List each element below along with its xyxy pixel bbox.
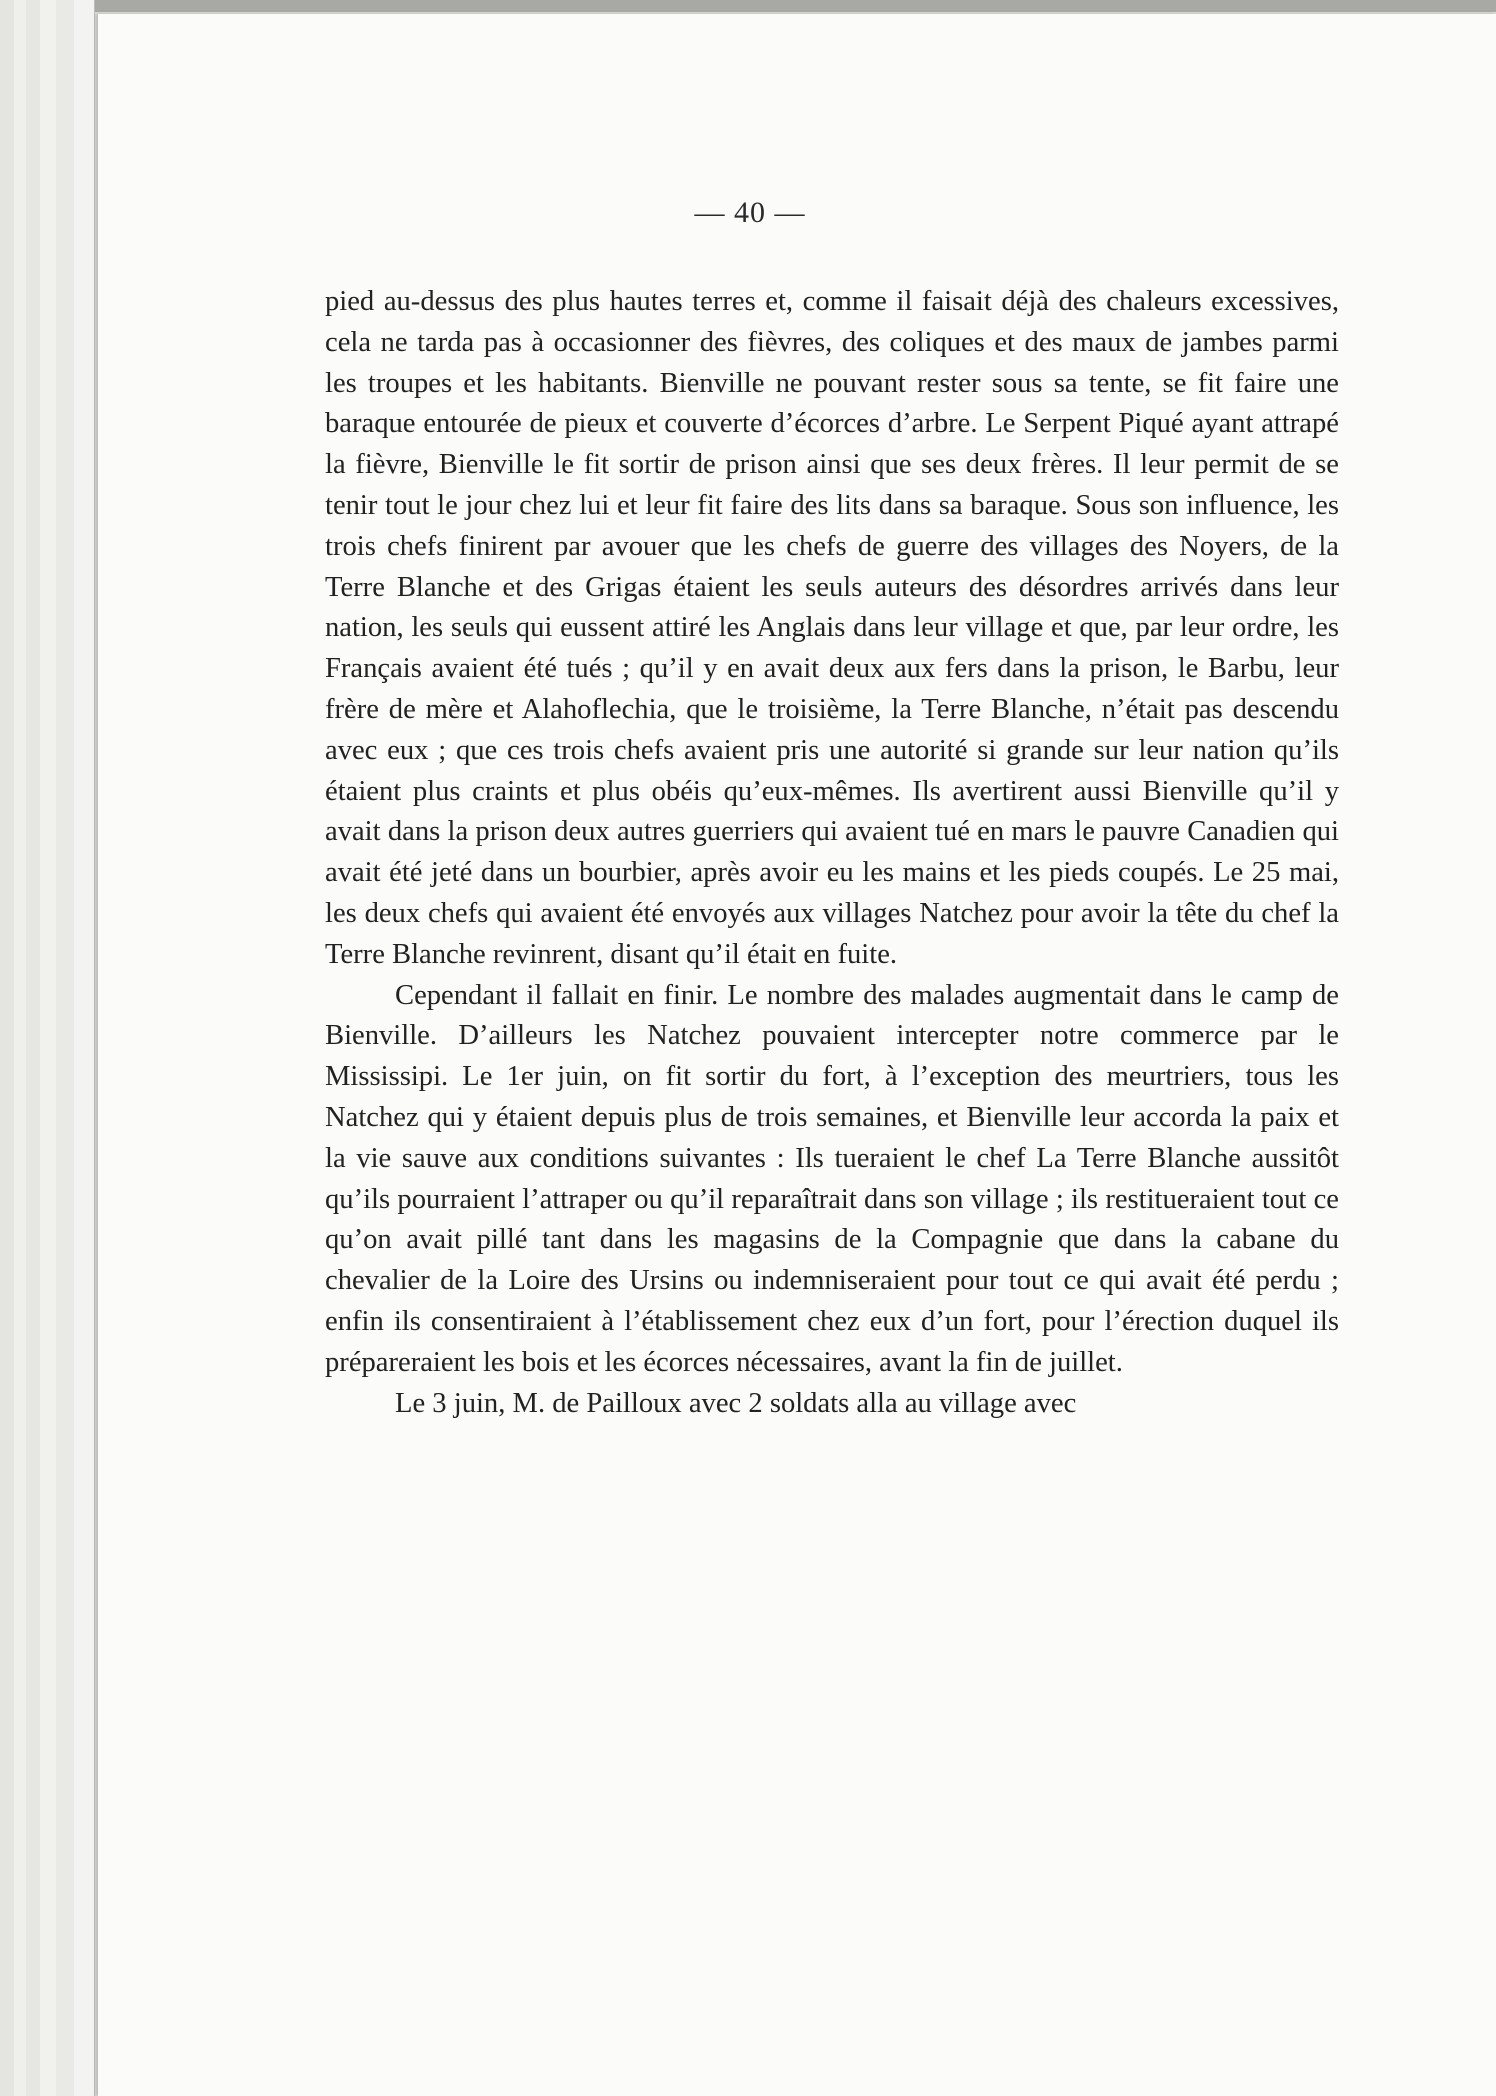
book-page-edge xyxy=(56,0,75,2096)
paragraph-1: pied au-dessus des plus hautes terres et, comme il faisait déjà des chaleurs excessives, cela ne tarda pas à occasionner des fièvres, des coliques et des maux de jambes parmi les troupes et les habitants. Bienville ne pouvant rester sous sa tente, se fit faire une baraque entourée de pieux et couverte d’écorces d’arbre. Le Serpent Piqué ayant attrapé la fièvre, Bienville le fit sortir de prison ainsi que ses deux frères. Il leur permit de se tenir tout le jour chez lui et leur fit faire des lits dans sa baraque. Sous son influence, les trois chefs finirent par avouer que les chefs de guerre des villages des Noyers, de la Terre Blanche et des Grigas étaient les seuls auteurs des désordres arrivés dans leur nation, les seuls qui eussent attiré les Anglais dans leur village et que, par leur ordre, les Français avaient été tués ; qu’il y en avait deux aux fers dans la prison, le Barbu, leur frère de mère et Alahoflechia, que le troisième, la Terre Blanche, n’était pas descendu avec eux ; que ces trois chefs avaient pris une autorité si grande sur leur nation qu’ils étaient plus craints et plus obéis qu’eux-mêmes. Ils avertirent aussi Bienville qu’il y avait dans la prison deux autres guerriers qui avaient tué en mars le pauvre Canadien qui avait été jeté dans un bourbier, après avoir eu les mains et les pieds coupés. Le 25 mai, les deux chefs qui avaient été envoyés aux villages Natchez pour avoir la tête du chef la Terre Blanche revinrent, disant qu’il était en fuite. xyxy=(325,286,1339,970)
page-number: — 40 — xyxy=(694,196,806,229)
book-page-edge xyxy=(26,0,41,2096)
book-page-edge xyxy=(74,0,95,2096)
scan-top-band xyxy=(0,0,1496,12)
book-page-edge xyxy=(0,0,15,2096)
paragraph-3: Le 3 juin, M. de Pailloux avec 2 soldats alla au village avec xyxy=(395,1387,1077,1419)
book-page-edge xyxy=(40,0,57,2096)
paragraph-2: Cependant il fallait en finir. Le nombre des malades augmentait dans le camp de Bienville. D’ailleurs les Natchez pouvaient intercepter notre commerce par le Mississipi. Le 1er juin, on fit sortir du fort, à l’exception des meurtriers, tous les Natchez qui y étaient depuis plus de trois semaines, et Bienville leur accorda la paix et la vie sauve aux conditions suivantes : Ils tueraient le chef La Terre Blanche aussitôt qu’ils pourraient l’attraper ou qu’il reparaîtrait dans son village ; ils restitueraient tout ce qu’on avait pillé tant dans les magasins de la Compagnie que dans la cabane du chevalier de la Loire des Ursins ou indemniseraient pour tout ce qui avait été perdu ; enfin ils consentiraient à l’établissement chez eux d’un fort, pour l’érection duquel ils prépareraient les bois et les écorces nécessaires, avant la fin de juillet. xyxy=(325,979,1339,1378)
page-text xyxy=(325,282,1339,1424)
